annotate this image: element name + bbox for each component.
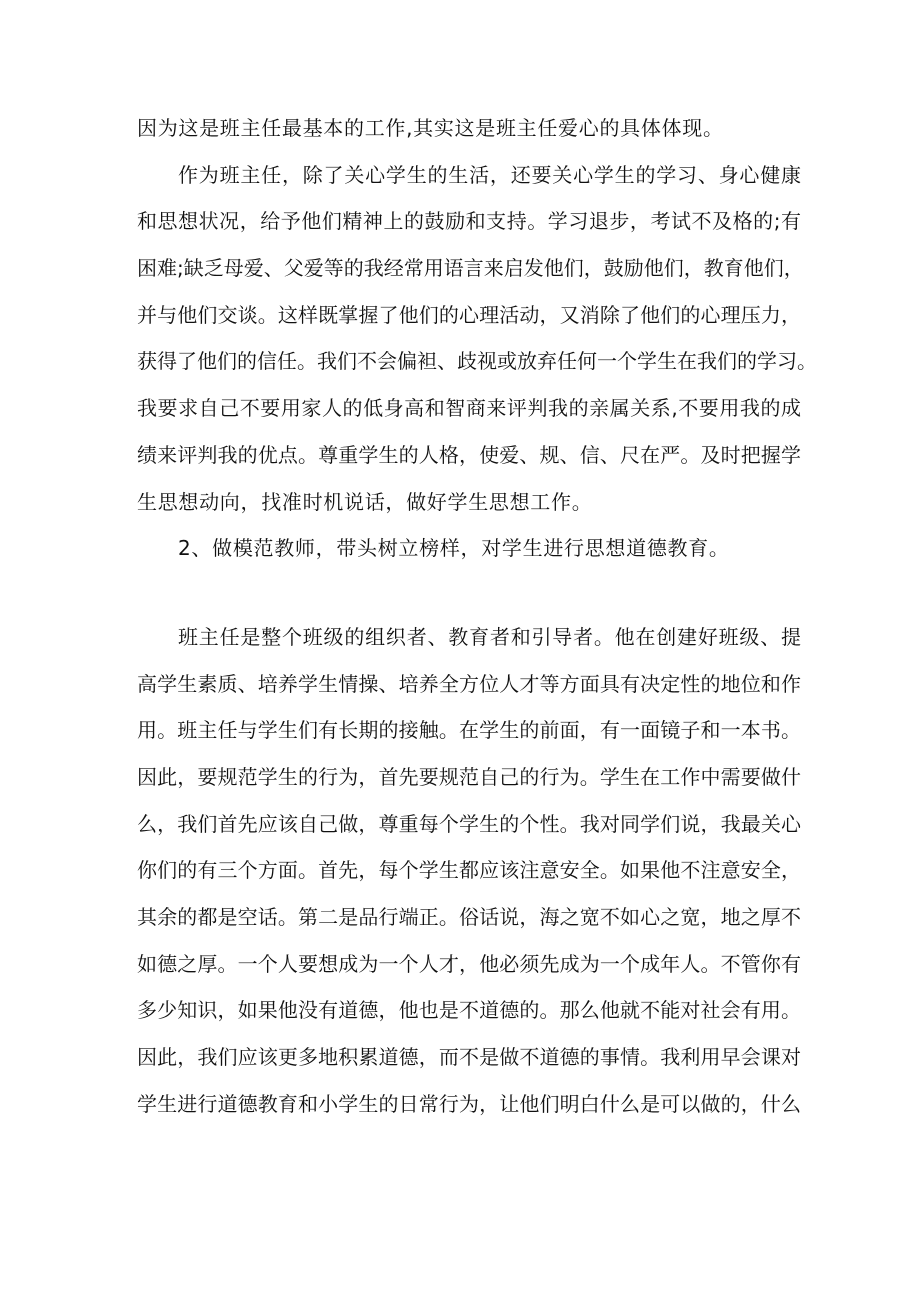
text-line: 学生进行道德教育和小学生的日常行为，让他们明白什么是可以做的，什么 xyxy=(137,1091,801,1116)
paragraph-1 xyxy=(137,114,801,161)
text-line: 因为这是班主任最基本的工作,其实这是班主任爱心的具体体现。 xyxy=(137,116,724,140)
text-line: 并与他们交谈。这样既掌握了他们的心理活动，又消除了他们的心理压力， xyxy=(137,302,801,327)
text-line: 如德之厚。一个人要想成为一个人才，他必须先成为一个成年人。不管你有 xyxy=(137,951,801,976)
section-heading: 2、做模范教师，带头树立榜样，对学生进行思想道德教育。 xyxy=(178,536,730,561)
paragraph-2 xyxy=(137,161,817,535)
text-line: 获得了他们的信任。我们不会偏袒、歧视或放弃任何一个学生在我们的学习。 xyxy=(137,349,817,374)
text-line: 班主任是整个班级的组织者、教育者和引导者。他在创建好班级、提 xyxy=(178,624,801,649)
text-line: 我要求自己不要用家人的低身高和智商来评判我的亲属关系,不要用我的成 xyxy=(137,396,801,421)
text-line: 困难;缺乏母爱、父爱等的我经常用语言来启发他们，鼓励他们，教育他们， xyxy=(137,256,804,281)
text-line: 作为班主任，除了关心学生的生活，还要关心学生的学习、身心健康 xyxy=(178,162,801,187)
text-line: 么，我们首先应该自己做，尊重每个学生的个性。我对同学们说，我最关心 xyxy=(137,811,801,836)
text-line: 你们的有三个方面。首先，每个学生都应该注意安全。如果他不注意安全， xyxy=(137,858,801,883)
text-line: 生思想动向，找准时机说话，做好学生思想工作。 xyxy=(137,489,593,514)
text-line: 绩来评判我的优点。尊重学生的人格，使爱、规、信、尺在严。及时把握学 xyxy=(137,442,801,467)
spacer xyxy=(137,581,801,623)
text-line: 高学生素质、培养学生情操、培养全方位人才等方面具有决定性的地位和作 xyxy=(137,671,801,696)
text-line: 用。班主任与学生们有长期的接触。在学生的前面，有一面镜子和一本书。 xyxy=(137,718,801,743)
text-line: 因此，我们应该更多地积累道德，而不是做不道德的事情。我利用早会课对 xyxy=(137,1045,801,1070)
text-line: 其余的都是空话。第二是品行端正。俗话说，海之宽不如心之宽，地之厚不 xyxy=(137,905,801,929)
document-page xyxy=(137,114,817,1136)
text-line: 多少知识，如果他没有道德，他也是不道德的。那么他就不能对社会有用。 xyxy=(137,998,801,1023)
text-line: 和思想状况，给予他们精神上的鼓励和支持。学习退步，考试不及格的;有 xyxy=(137,209,801,234)
text-line: 因此，要规范学生的行为，首先要规范自己的行为。学生在工作中需要做什 xyxy=(137,764,801,789)
paragraph-3 xyxy=(137,623,801,1137)
